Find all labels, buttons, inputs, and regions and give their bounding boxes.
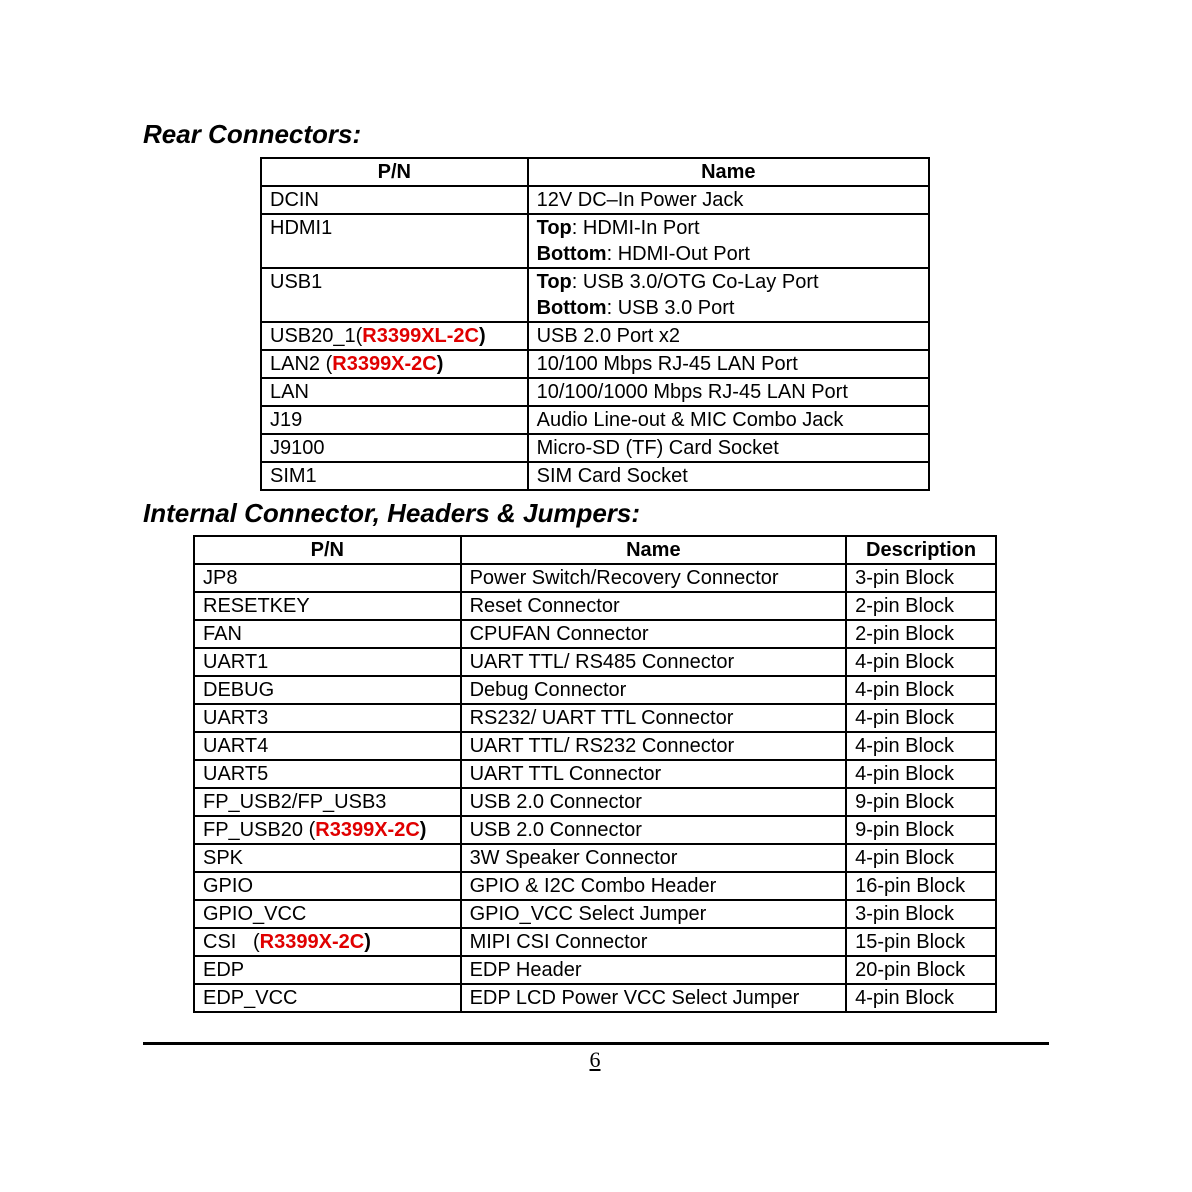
- name-cell: USB 2.0 Connector: [461, 788, 847, 816]
- column-header-name: Name: [461, 536, 847, 564]
- name-cell: Audio Line-out & MIC Combo Jack: [528, 406, 929, 434]
- bottom-text: : USB 3.0 Port: [606, 297, 735, 319]
- table-row: [261, 186, 929, 214]
- table-row: [261, 268, 929, 322]
- pn-cell: UART5: [194, 760, 461, 788]
- table-row: [194, 676, 996, 704]
- pn-cell: DEBUG: [194, 676, 461, 704]
- footer-divider: [143, 1042, 1049, 1045]
- name-cell: EDP Header: [461, 956, 847, 984]
- table-row: [261, 214, 929, 268]
- model-variant-label: R3399X-2C: [259, 931, 365, 953]
- description-cell: 4-pin Block: [846, 844, 996, 872]
- name-cell: Debug Connector: [461, 676, 847, 704]
- name-cell: EDP LCD Power VCC Select Jumper: [461, 984, 847, 1012]
- pn-cell: J9100: [261, 434, 528, 462]
- model-variant-label: R3399X-2C: [332, 353, 437, 375]
- description-cell: 4-pin Block: [846, 676, 996, 704]
- pn-cell: USB1: [261, 268, 528, 322]
- name-cell: Micro-SD (TF) Card Socket: [528, 434, 929, 462]
- table-row: [194, 984, 996, 1012]
- bottom-text: : HDMI-Out Port: [606, 243, 750, 265]
- table-row: [194, 620, 996, 648]
- description-cell: 3-pin Block: [846, 564, 996, 592]
- name-cell: SIM Card Socket: [528, 462, 929, 490]
- pn-text: ): [479, 325, 486, 347]
- name-cell: MIPI CSI Connector: [461, 928, 847, 956]
- description-cell: 4-pin Block: [846, 760, 996, 788]
- table-row: [194, 844, 996, 872]
- description-cell: 16-pin Block: [846, 872, 996, 900]
- pn-text: ): [419, 819, 427, 841]
- description-cell: 3-pin Block: [846, 900, 996, 928]
- rear-connectors-heading: Rear Connectors:: [143, 119, 362, 149]
- table-row: [194, 564, 996, 592]
- table-row: [194, 704, 996, 732]
- bottom-label: Bottom: [536, 297, 607, 319]
- description-cell: 9-pin Block: [846, 816, 996, 844]
- pn-cell: FP_USB2/FP_USB3: [194, 788, 461, 816]
- name-cell: 10/100/1000 Mbps RJ-45 LAN Port: [528, 378, 929, 406]
- column-header-description: Description: [846, 536, 996, 564]
- bottom-label: Bottom: [536, 243, 607, 265]
- table-row: [261, 378, 929, 406]
- model-variant-label: R3399XL-2C: [362, 325, 479, 347]
- table-row: [194, 956, 996, 984]
- name-cell: GPIO & I2C Combo Header: [461, 872, 847, 900]
- page-number: 6: [589, 1047, 601, 1072]
- top-label: Top: [536, 217, 572, 239]
- pn-text: ): [436, 353, 444, 375]
- pn-text: LAN2 (: [270, 353, 333, 375]
- pn-text: ): [364, 931, 371, 953]
- table-row: [261, 462, 929, 490]
- name-cell: USB 2.0 Connector: [461, 816, 847, 844]
- table-row: [194, 592, 996, 620]
- table-row: [261, 322, 929, 350]
- top-text: : HDMI-In Port: [571, 217, 700, 239]
- name-cell: UART TTL/ RS485 Connector: [461, 648, 847, 676]
- name-cell: USB 2.0 Port x2: [528, 322, 929, 350]
- pn-cell: UART4: [194, 732, 461, 760]
- table-row: [194, 816, 996, 844]
- table-row: [194, 900, 996, 928]
- pn-cell: [261, 322, 528, 350]
- top-label: Top: [536, 271, 572, 293]
- pn-cell: UART3: [194, 704, 461, 732]
- top-text: : USB 3.0/OTG Co-Lay Port: [571, 271, 819, 293]
- table-row: [261, 406, 929, 434]
- description-cell: 4-pin Block: [846, 648, 996, 676]
- pn-cell: DCIN: [261, 186, 528, 214]
- pn-cell: GPIO_VCC: [194, 900, 461, 928]
- column-header-pn: P/N: [194, 536, 461, 564]
- name-cell: 12V DC–In Power Jack: [528, 186, 929, 214]
- description-cell: 4-pin Block: [846, 984, 996, 1012]
- rear-connectors-table: [260, 157, 930, 491]
- pn-text: USB20_1(: [270, 325, 363, 347]
- table-header-row: [194, 536, 996, 564]
- pn-cell: UART1: [194, 648, 461, 676]
- pn-cell: SPK: [194, 844, 461, 872]
- pn-cell: [194, 816, 461, 844]
- name-cell: UART TTL/ RS232 Connector: [461, 732, 847, 760]
- pn-cell: EDP: [194, 956, 461, 984]
- pn-cell: FAN: [194, 620, 461, 648]
- table-row: [194, 788, 996, 816]
- name-cell: CPUFAN Connector: [461, 620, 847, 648]
- description-cell: 2-pin Block: [846, 592, 996, 620]
- name-cell: UART TTL Connector: [461, 760, 847, 788]
- pn-cell: SIM1: [261, 462, 528, 490]
- table-row: [194, 872, 996, 900]
- pn-cell: [261, 350, 528, 378]
- table-row: [194, 760, 996, 788]
- table-header-row: [261, 158, 929, 186]
- pn-cell: EDP_VCC: [194, 984, 461, 1012]
- pn-cell: J19: [261, 406, 528, 434]
- name-cell: Reset Connector: [461, 592, 847, 620]
- name-cell: GPIO_VCC Select Jumper: [461, 900, 847, 928]
- name-cell: RS232/ UART TTL Connector: [461, 704, 847, 732]
- name-cell: 10/100 Mbps RJ-45 LAN Port: [528, 350, 929, 378]
- name-cell: [528, 268, 929, 322]
- pn-text: FP_USB20 (: [203, 819, 316, 841]
- internal-connectors-table: [193, 535, 997, 1013]
- description-cell: 20-pin Block: [846, 956, 996, 984]
- pn-cell: HDMI1: [261, 214, 528, 268]
- description-cell: 4-pin Block: [846, 704, 996, 732]
- column-header-pn: P/N: [261, 158, 528, 186]
- description-cell: 4-pin Block: [846, 732, 996, 760]
- name-cell: Power Switch/Recovery Connector: [461, 564, 847, 592]
- table-row: [261, 434, 929, 462]
- table-row: [194, 648, 996, 676]
- name-cell: 3W Speaker Connector: [461, 844, 847, 872]
- pn-cell: JP8: [194, 564, 461, 592]
- pn-cell: GPIO: [194, 872, 461, 900]
- table-row: [261, 350, 929, 378]
- pn-cell: LAN: [261, 378, 528, 406]
- table-row: [194, 928, 996, 956]
- table-row: [194, 732, 996, 760]
- pn-cell: [194, 928, 461, 956]
- description-cell: 9-pin Block: [846, 788, 996, 816]
- pn-text: CSI (: [203, 931, 260, 953]
- description-cell: 2-pin Block: [846, 620, 996, 648]
- column-header-name: Name: [528, 158, 929, 186]
- internal-connectors-heading: Internal Connector, Headers & Jumpers:: [143, 498, 641, 528]
- model-variant-label: R3399X-2C: [315, 819, 420, 841]
- pn-cell: RESETKEY: [194, 592, 461, 620]
- name-cell: [528, 214, 929, 268]
- description-cell: 15-pin Block: [846, 928, 996, 956]
